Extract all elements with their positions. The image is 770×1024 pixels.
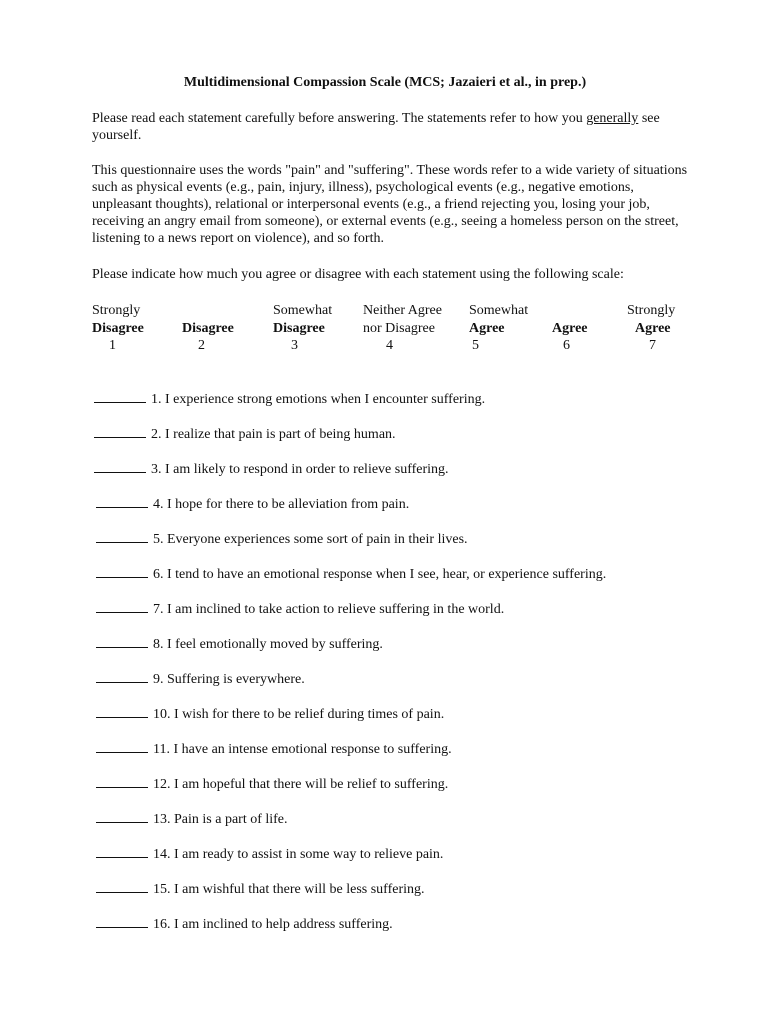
answer-blank[interactable]	[96, 914, 148, 928]
item-text: 5. Everyone experiences some sort of pain in their lives.	[153, 532, 468, 547]
list-item	[96, 774, 448, 793]
scale-label-line2: Agree	[635, 320, 671, 336]
answer-blank[interactable]	[96, 494, 148, 508]
list-item	[96, 599, 504, 618]
answer-blank[interactable]	[96, 739, 148, 753]
item-text: 9. Suffering is everywhere.	[153, 672, 305, 687]
answer-blank[interactable]	[96, 809, 148, 823]
scale-option-1	[92, 302, 144, 355]
scale-option-5	[469, 302, 528, 355]
list-item	[96, 669, 305, 688]
list-item	[94, 389, 485, 408]
list-item	[96, 704, 444, 723]
item-text: 3. I am likely to respond in order to relieve suffering.	[151, 462, 449, 477]
list-item	[96, 739, 452, 758]
instructions-text: Please read each statement carefully before answering. The statements refer to how you	[92, 111, 587, 126]
answer-blank[interactable]	[96, 634, 148, 648]
scale-number: 3	[291, 338, 298, 353]
item-text: 15. I am wishful that there will be less suffering.	[153, 882, 425, 897]
item-text: 14. I am ready to assist in some way to relieve pain.	[153, 847, 444, 862]
page-title: Multidimensional Compassion Scale (MCS; Jazaieri et al., in prep.)	[183, 75, 587, 90]
scale-label-line2: Agree	[469, 320, 505, 336]
scale-label-line2: nor Disagree	[363, 320, 435, 336]
item-text: 6. I tend to have an emotional response when I see, hear, or experience suffering.	[153, 567, 607, 582]
list-item	[96, 879, 425, 898]
scale-option-7	[627, 302, 675, 355]
item-text: 4. I hope for there to be alleviation from pain.	[153, 497, 410, 512]
list-item	[96, 564, 606, 583]
item-text: 7. I am inclined to take action to relieve suffering in the world.	[153, 602, 505, 617]
list-item	[96, 914, 393, 933]
scale-label-line1: Strongly	[92, 303, 141, 318]
scale-number: 2	[198, 338, 205, 353]
answer-blank[interactable]	[96, 529, 148, 543]
scale-number: 4	[386, 338, 393, 353]
scale-option-3	[273, 302, 332, 355]
scale-label-line1: Somewhat	[273, 303, 333, 318]
answer-blank[interactable]	[94, 424, 146, 438]
scale-number: 5	[472, 338, 479, 353]
instructions-paragraph-3: Please indicate how much you agree or disagree with each statement using the following scale:	[92, 267, 624, 282]
scale-option-6	[552, 302, 588, 355]
list-item	[94, 424, 396, 443]
item-text: 11. I have an intense emotional response to suffering.	[153, 742, 452, 757]
answer-blank[interactable]	[96, 704, 148, 718]
scale-number: 6	[563, 338, 570, 353]
scale-label-line1	[552, 302, 588, 320]
scale-label-line2: Disagree	[273, 320, 325, 336]
list-item	[96, 634, 383, 653]
answer-blank[interactable]	[96, 879, 148, 893]
scale-label-line1: Somewhat	[469, 303, 529, 318]
item-text: 12. I am hopeful that there will be relief to suffering.	[153, 777, 449, 792]
scale-label-line2: Disagree	[92, 320, 144, 336]
scale-label-line1: Strongly	[627, 303, 676, 318]
scale-number: 1	[109, 338, 116, 353]
list-item	[96, 809, 288, 828]
answer-blank[interactable]	[96, 669, 148, 683]
list-item	[96, 494, 409, 513]
item-text: 10. I wish for there to be relief during times of pain.	[153, 707, 445, 722]
scale-option-4	[363, 302, 442, 355]
underlined-word: generally	[586, 111, 639, 126]
list-item	[96, 529, 468, 548]
instructions-paragraph-1	[92, 110, 688, 144]
scale-option-2	[182, 302, 234, 355]
answer-blank[interactable]	[96, 844, 148, 858]
instructions-paragraph-2: This questionnaire uses the words "pain" and "suffering". These words refer to a wide variety of situations such as physical events (e.g., pain, injury, illness), psychological events (e.g., negative emotions, unpleasant thoughts), relational or interpersonal events (e.g., a friend rejecting you, losing your job, receiving an angry email from someone), or external events (e.g., seeing a homeless person on the street, listening to a news report on violence), and so forth.	[92, 163, 688, 246]
scale-label-line2: Agree	[552, 320, 588, 336]
scale-label-line2: Disagree	[182, 320, 234, 336]
answer-blank[interactable]	[96, 774, 148, 788]
list-item	[94, 459, 449, 478]
item-text: 8. I feel emotionally moved by suffering.	[153, 637, 383, 652]
scale-label-line1: Neither Agree	[363, 303, 442, 318]
scale-label-line1	[182, 302, 234, 320]
item-text: 1. I experience strong emotions when I encounter suffering.	[151, 392, 486, 407]
answer-blank[interactable]	[94, 459, 146, 473]
answer-blank[interactable]	[96, 564, 148, 578]
item-text: 2. I realize that pain is part of being human.	[151, 427, 396, 442]
item-text: 16. I am inclined to help address suffering.	[153, 917, 393, 932]
instructions-text: see yourself.	[92, 111, 660, 143]
item-text: 13. Pain is a part of life.	[153, 812, 288, 827]
scale-number: 7	[649, 338, 656, 353]
answer-blank[interactable]	[94, 389, 146, 403]
answer-blank[interactable]	[96, 599, 148, 613]
list-item	[96, 844, 443, 863]
